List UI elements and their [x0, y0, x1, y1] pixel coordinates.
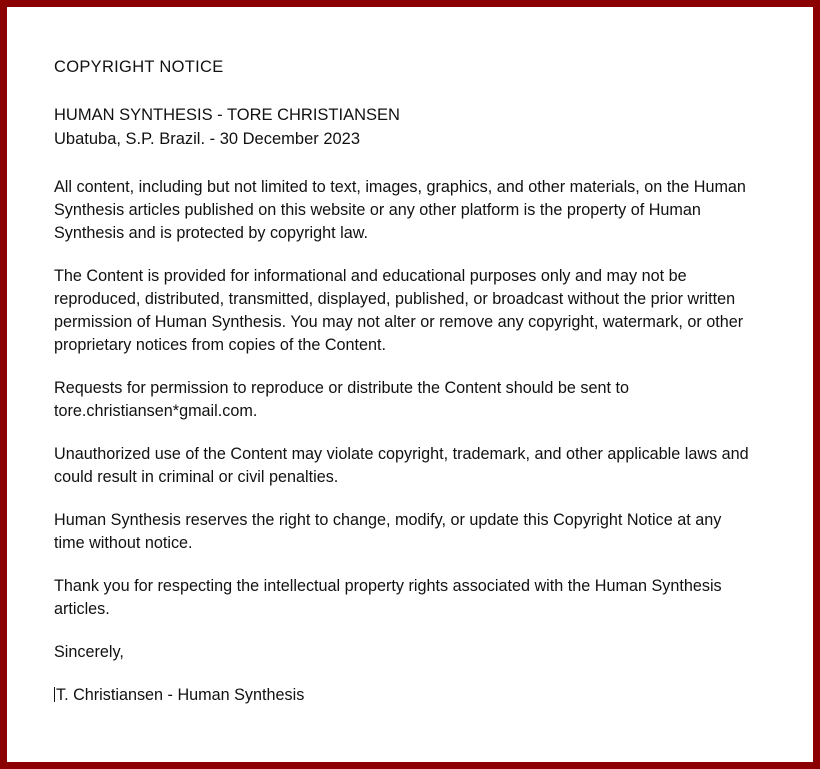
- page-title: COPYRIGHT NOTICE: [54, 58, 224, 76]
- closing-salutation: Sincerely,: [54, 642, 124, 661]
- paragraph-4: Unauthorized use of the Content may violate copyright, trademark, and other applicable laws and could result in criminal or civil penalties.: [54, 444, 749, 486]
- paragraph-5: Human Synthesis reserves the right to change, modify, or update this Copyright Notice at any time without notice.: [54, 510, 722, 552]
- paragraph-1: All content, including but not limited to text, images, graphics, and other materials, on the Human Synthesis articles published on this website or any other platform is the property of Human Synthesis and is protected by copyright law.: [54, 177, 746, 242]
- paragraph-2: The Content is provided for informational and educational purposes only and may not be reproduced, distributed, transmitted, displayed, published, or broadcast without the prior written permission of Human Synthesis. You may not alter or remove any copyright, watermark, or other proprietary notices from copies of the Content.: [54, 266, 744, 354]
- signature-line: [54, 684, 750, 707]
- paragraph-3: Requests for permission to reproduce or distribute the Content should be sent to tore.christiansen*gmail.com.: [54, 378, 629, 420]
- location-date: Ubatuba, S.P. Brazil. - 30 December 2023: [54, 129, 361, 148]
- document-body: [7, 7, 813, 762]
- text-cursor-icon: [54, 687, 55, 702]
- author-block: [54, 104, 750, 152]
- paragraph-6: Thank you for respecting the intellectual property rights associated with the Human Synthesis articles.: [54, 576, 722, 618]
- signature-text: T. Christiansen - Human Synthesis: [56, 685, 305, 704]
- author-name: HUMAN SYNTHESIS - TORE CHRISTIANSEN: [54, 105, 400, 124]
